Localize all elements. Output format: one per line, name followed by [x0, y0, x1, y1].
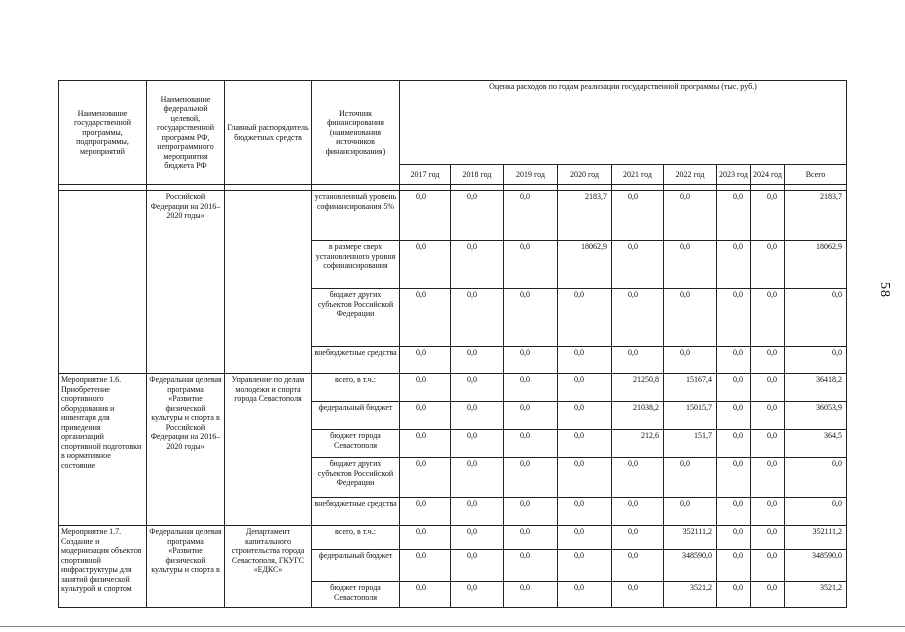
value-cell: 0,0 [400, 430, 451, 458]
value-cell: 0,0 [451, 241, 504, 289]
value-cell: 3521,2 [785, 582, 847, 608]
source-cell: бюджет других субъектов Российской Федерации [312, 289, 400, 347]
value-cell: 0,0 [400, 289, 451, 347]
value-cell: 0,0 [664, 458, 717, 498]
year-header: 2021 год [612, 165, 664, 185]
value-cell: 3521,2 [664, 582, 717, 608]
source-cell: всего, в т.ч.: [312, 374, 400, 402]
value-cell: 0,0 [451, 458, 504, 498]
value-cell: 0,0 [612, 458, 664, 498]
value-cell: 364,5 [785, 430, 847, 458]
value-cell: 352111,2 [785, 526, 847, 550]
value-cell: 0,0 [504, 582, 558, 608]
value-cell: 0,0 [751, 347, 785, 374]
value-cell: 0,0 [612, 526, 664, 550]
value-cell: 0,0 [400, 550, 451, 582]
manager-cell: Департамент капитального строительства города Севастополя, ГКУГС «ЕДКС» [225, 526, 312, 608]
table-row [59, 374, 847, 402]
value-cell: 0,0 [400, 526, 451, 550]
source-cell: внебюджетные средства [312, 498, 400, 526]
manager-cell [225, 191, 312, 374]
year-header: Всего [785, 165, 847, 185]
value-cell: 0,0 [785, 498, 847, 526]
value-cell: 18062,9 [785, 241, 847, 289]
page-edge-line [0, 626, 905, 627]
value-cell: 348590,0 [664, 550, 717, 582]
value-cell: 0,0 [751, 582, 785, 608]
value-cell: 0,0 [717, 374, 751, 402]
year-header: 2020 год [558, 165, 612, 185]
value-cell: 36418,2 [785, 374, 847, 402]
value-cell: 0,0 [612, 347, 664, 374]
value-cell: 352111,2 [664, 526, 717, 550]
value-cell: 0,0 [451, 498, 504, 526]
value-cell: 21038,2 [612, 402, 664, 430]
value-cell: 0,0 [751, 458, 785, 498]
value-cell: 0,0 [751, 498, 785, 526]
value-cell: 0,0 [717, 550, 751, 582]
value-cell: 0,0 [504, 458, 558, 498]
program-cell: Мероприятие 1.6. Приобретение спортивного оборудования и инвентаря для приведения организаций спортивной подготовки в нормативное состояние [59, 374, 147, 526]
value-cell: 0,0 [785, 347, 847, 374]
value-cell: 0,0 [717, 402, 751, 430]
year-header: 2018 год [451, 165, 504, 185]
value-cell: 15015,7 [664, 402, 717, 430]
value-cell: 0,0 [558, 526, 612, 550]
header-federal: Наименование федеральной целевой, государственной программ РФ, непрограммного мероприятия бюджета РФ [147, 81, 225, 185]
page-number: 58 [877, 282, 892, 298]
value-cell: 0,0 [400, 458, 451, 498]
value-cell: 0,0 [612, 582, 664, 608]
value-cell: 0,0 [504, 550, 558, 582]
value-cell: 0,0 [451, 430, 504, 458]
value-cell: 0,0 [504, 191, 558, 241]
value-cell: 0,0 [612, 550, 664, 582]
value-cell: 0,0 [751, 526, 785, 550]
value-cell: 0,0 [664, 289, 717, 347]
value-cell: 0,0 [504, 498, 558, 526]
value-cell: 2183,7 [785, 191, 847, 241]
value-cell: 0,0 [612, 241, 664, 289]
value-cell: 0,0 [751, 374, 785, 402]
program-cell [59, 191, 147, 374]
value-cell: 0,0 [400, 374, 451, 402]
header-manager: Главный распорядитель бюджетных средств [225, 81, 312, 185]
value-cell: 0,0 [504, 526, 558, 550]
value-cell: 0,0 [717, 191, 751, 241]
value-cell: 2183,7 [558, 191, 612, 241]
value-cell: 0,0 [504, 241, 558, 289]
value-cell: 0,0 [612, 498, 664, 526]
value-cell: 0,0 [558, 458, 612, 498]
value-cell: 0,0 [664, 347, 717, 374]
value-cell: 0,0 [558, 289, 612, 347]
value-cell: 0,0 [451, 191, 504, 241]
value-cell: 0,0 [558, 550, 612, 582]
value-cell: 0,0 [451, 526, 504, 550]
value-cell: 15167,4 [664, 374, 717, 402]
federal-program-cell: Федеральная целевая программа «Развитие физической культуры и спорта в Российской Федерации на 2016–2020 годы» [147, 374, 225, 526]
value-cell: 0,0 [785, 458, 847, 498]
value-cell: 212,6 [612, 430, 664, 458]
header-row [59, 81, 847, 165]
manager-cell: Управление по делам молодежи и спорта города Севастополя [225, 374, 312, 526]
value-cell: 0,0 [451, 289, 504, 347]
value-cell: 0,0 [717, 498, 751, 526]
federal-program-cell: Российской Федерации на 2016–2020 годы» [147, 191, 225, 374]
value-cell: 0,0 [558, 402, 612, 430]
header-program: Наименование государственной программы, подпрограммы, мероприятий [59, 81, 147, 185]
financing-table [58, 80, 847, 608]
value-cell: 0,0 [504, 347, 558, 374]
value-cell: 0,0 [451, 402, 504, 430]
value-cell: 0,0 [717, 289, 751, 347]
value-cell: 0,0 [504, 430, 558, 458]
value-cell: 18062,9 [558, 241, 612, 289]
year-header: 2023 год [717, 165, 751, 185]
source-cell: бюджет других субъектов Российской Федерации [312, 458, 400, 498]
value-cell: 0,0 [504, 402, 558, 430]
source-cell: внебюджетные средства [312, 347, 400, 374]
value-cell: 0,0 [664, 498, 717, 526]
value-cell: 0,0 [717, 458, 751, 498]
value-cell: 348590,0 [785, 550, 847, 582]
header-estimate: Оценка расходов по годам реализации государственной программы (тыс. руб.) [400, 81, 847, 165]
value-cell: 0,0 [664, 241, 717, 289]
source-cell: бюджет города Севастополя [312, 430, 400, 458]
value-cell: 0,0 [451, 347, 504, 374]
program-cell: Мероприятие 1.7. Создание и модернизация объектов спортивной инфраструктуры для занятий физической культурой и спортом [59, 526, 147, 608]
value-cell: 0,0 [664, 191, 717, 241]
source-cell: бюджет города Севастополя [312, 582, 400, 608]
value-cell: 0,0 [751, 191, 785, 241]
header-source: Источник финансирования (наименования источников финансирования) [312, 81, 400, 185]
source-cell: всего, в т.ч.: [312, 526, 400, 550]
value-cell: 0,0 [400, 498, 451, 526]
value-cell: 0,0 [558, 374, 612, 402]
value-cell: 0,0 [558, 347, 612, 374]
value-cell: 0,0 [717, 582, 751, 608]
source-cell: установленный уровень софинансирования 5% [312, 191, 400, 241]
value-cell: 0,0 [751, 289, 785, 347]
value-cell: 0,0 [558, 498, 612, 526]
value-cell: 0,0 [717, 241, 751, 289]
value-cell: 0,0 [451, 582, 504, 608]
value-cell: 0,0 [717, 347, 751, 374]
source-cell: федеральный бюджет [312, 550, 400, 582]
year-header: 2019 год [504, 165, 558, 185]
value-cell: 151,7 [664, 430, 717, 458]
value-cell: 0,0 [400, 347, 451, 374]
value-cell: 0,0 [751, 402, 785, 430]
value-cell: 0,0 [504, 374, 558, 402]
value-cell: 0,0 [558, 430, 612, 458]
table-row [59, 526, 847, 550]
value-cell: 0,0 [751, 430, 785, 458]
value-cell: 0,0 [717, 526, 751, 550]
value-cell: 0,0 [751, 550, 785, 582]
value-cell: 0,0 [400, 402, 451, 430]
value-cell: 0,0 [751, 241, 785, 289]
year-header: 2017 год [400, 165, 451, 185]
value-cell: 0,0 [785, 289, 847, 347]
value-cell: 0,0 [717, 430, 751, 458]
value-cell: 36053,9 [785, 402, 847, 430]
federal-program-cell: Федеральная целевая программа «Развитие физической культуры и спорта в [147, 526, 225, 608]
value-cell: 0,0 [451, 550, 504, 582]
source-cell: федеральный бюджет [312, 402, 400, 430]
value-cell: 0,0 [612, 191, 664, 241]
year-header: 2022 год [664, 165, 717, 185]
source-cell: в размере сверх установленного уровня софинансирования [312, 241, 400, 289]
value-cell: 0,0 [400, 582, 451, 608]
value-cell: 0,0 [400, 191, 451, 241]
value-cell: 0,0 [400, 241, 451, 289]
value-cell: 0,0 [558, 582, 612, 608]
value-cell: 21250,8 [612, 374, 664, 402]
value-cell: 0,0 [451, 374, 504, 402]
year-header: 2024 год [751, 165, 785, 185]
value-cell: 0,0 [612, 289, 664, 347]
value-cell: 0,0 [504, 289, 558, 347]
table-row [59, 191, 847, 241]
